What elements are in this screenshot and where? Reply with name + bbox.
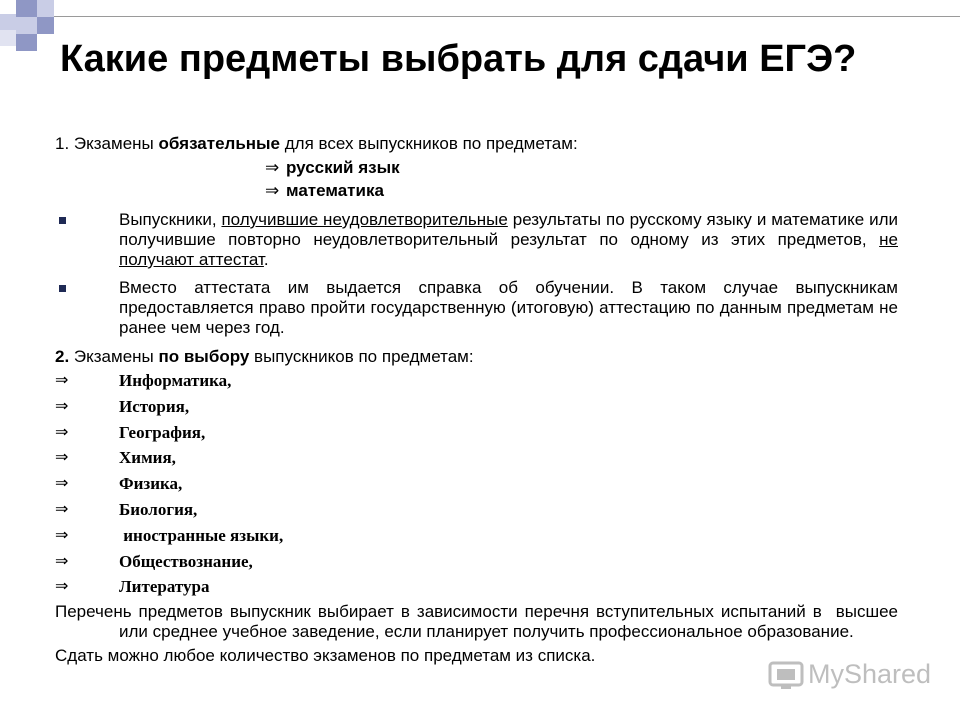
subject-item <box>55 445 898 471</box>
mandatory-item-label: русский язык <box>286 158 400 177</box>
subject-item <box>55 497 898 523</box>
paragraph-choice: Перечень предметов выпускник выбирает в зависимости перечня вступительных испытаний в высшее или среднее учебное заведение, если планирует получить профессиональное образование. <box>55 602 903 642</box>
mandatory-item <box>55 179 898 202</box>
subject-item <box>55 574 898 600</box>
section1-heading <box>55 134 898 154</box>
section1-post: для всех выпускников по предметам: <box>280 134 578 153</box>
decor-square-4 <box>16 17 37 34</box>
bullet1-text-b: результаты по русскому языку и математике или получившие повторно неудовлетворительный результат по одному из этих предметов, <box>119 210 898 249</box>
subject-label: География, <box>119 422 206 442</box>
watermark-text: MyShared <box>808 659 932 689</box>
subject-item <box>55 394 898 420</box>
subject-label: Литература <box>119 577 210 597</box>
section1-num: 1. <box>55 134 70 153</box>
subject-item <box>55 549 898 575</box>
subject-item <box>55 471 898 497</box>
section1-pre: Экзамены <box>69 134 159 153</box>
subject-label: Биология, <box>119 499 198 519</box>
implies-arrow-icon: ⇒ <box>55 423 69 441</box>
header-rule <box>54 16 960 17</box>
section1-bold: обязательные <box>158 134 281 153</box>
myshared-logo-icon <box>768 659 804 691</box>
decor-square-3 <box>0 14 16 30</box>
implies-arrow-icon: ⇒ <box>265 158 280 177</box>
section2-bold: по выбору <box>158 347 250 366</box>
bullet1-text-c: . <box>263 250 269 269</box>
slide-title: Какие предметы выбрать для сдачи ЕГЭ? <box>60 38 857 80</box>
implies-arrow-icon: ⇒ <box>265 181 280 200</box>
decor-square-6 <box>16 34 37 51</box>
mandatory-item-label: математика <box>286 181 384 200</box>
bullet1-underlined-b: не получают аттестат <box>119 230 898 269</box>
subject-item <box>55 420 898 446</box>
section2-num: 2. <box>55 347 70 366</box>
bullet-no-certificate <box>55 210 898 270</box>
subject-label: Обществознание, <box>119 551 253 571</box>
bullet-certificate-replacement <box>55 278 898 338</box>
bullet1-text-a: Выпускники, <box>119 210 222 229</box>
square-bullet-icon <box>59 285 66 292</box>
decor-square-2 <box>37 0 54 17</box>
implies-arrow-icon: ⇒ <box>55 500 69 518</box>
implies-arrow-icon: ⇒ <box>55 372 69 389</box>
implies-arrow-icon: ⇒ <box>55 397 69 415</box>
decor-square-1 <box>16 0 38 17</box>
subject-label: иностранные языки, <box>119 525 284 545</box>
decor-square-5 <box>37 17 54 34</box>
subject-label: Химия, <box>119 448 176 468</box>
subject-label: Информатика, <box>119 371 232 390</box>
mandatory-item <box>55 156 898 179</box>
implies-arrow-icon: ⇒ <box>55 526 69 544</box>
section2-heading <box>55 346 898 368</box>
section2-pre: Экзамены <box>69 347 159 366</box>
implies-arrow-icon: ⇒ <box>55 449 69 467</box>
subject-label: Физика, <box>119 474 183 494</box>
decor-square-7 <box>0 30 16 46</box>
subject-item <box>55 523 898 549</box>
subject-label: История, <box>119 396 190 416</box>
square-bullet-icon <box>59 217 66 224</box>
subject-item <box>55 368 898 394</box>
bullet2-text: Вместо аттестата им выдается справка об обучении. В таком случае выпускникам предоставляется право пройти государственную (итоговую) аттестацию по данным предметам не ранее чем через год. <box>119 278 898 337</box>
implies-arrow-icon: ⇒ <box>55 552 69 570</box>
section2-post: выпускников по предметам: <box>249 347 474 366</box>
paragraph-any-number: Сдать можно любое количество экзаменов по предметам из списка. <box>55 646 596 666</box>
implies-arrow-icon: ⇒ <box>55 475 69 493</box>
slide-body <box>55 134 903 666</box>
bullet1-underlined-a: получившие неудовлетворительные <box>221 210 508 229</box>
implies-arrow-icon: ⇒ <box>55 578 69 596</box>
